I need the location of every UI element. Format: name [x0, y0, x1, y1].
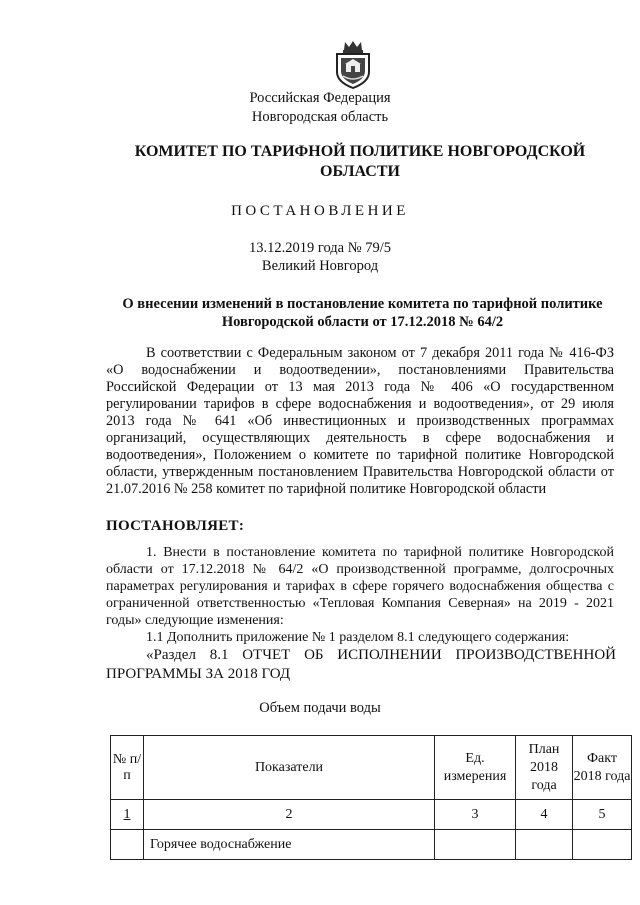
resolves-heading: ПОСТАНОВЛЯЕТ:	[106, 518, 245, 534]
index-cell: 5	[573, 800, 632, 830]
index-cell: 3	[435, 800, 516, 830]
index-cell: 1	[111, 800, 144, 830]
row-plan-cell	[516, 830, 573, 860]
water-supply-table	[110, 735, 632, 860]
country-name: Российская Федерация	[249, 90, 391, 106]
item-1-1-paragraph: 1.1 Дополнить приложение № 1 разделом 8.1 следующего содержания:	[146, 630, 570, 645]
index-cell: 4	[516, 800, 573, 830]
header-indicators: Показатели	[144, 736, 435, 800]
row-fact-cell	[573, 830, 632, 860]
header-num: № п/п	[111, 736, 144, 800]
header-plan: План 2018 года	[516, 736, 573, 800]
table-index-row	[111, 800, 632, 830]
item-1-paragraph: 1. Внести в постановление комитета по тарифной политике Новгородской области от 17.12.2018 № 64/2 «О производственной программе, долгосрочных параметрах регулирования и тарифах в сфере горячего водоснабжения общества с ограниченной ответственностью «Тепловая Компания Северная» на 2019 - 2021 годы» следующие изменения:	[106, 545, 614, 628]
decree-type: ПОСТАНОВЛЕНИЕ	[231, 203, 409, 219]
table-row	[111, 830, 632, 860]
region-name: Новгородская область	[251, 109, 389, 125]
decree-subject-line-2: Новгородской области от 17.12.2018 № 64/2	[221, 314, 504, 330]
decree-subject-line-1: О внесении изменений в постановление комитета по тарифной политике	[122, 296, 603, 312]
header-fact: Факт 2018 года	[573, 736, 632, 800]
preamble-paragraph: В соответствии с Федеральным законом от 7 декабря 2011 года № 416-ФЗ «О водоснабжении и водоотведении», постановлениями Правительства Российской Федерации от 13 мая 2013 года № 406 «О государственном регулировании тарифов в сфере водоснабжения и водоотведения», от 29 июля 2013 года № 641 «Об инвестиционных и производственных программах организаций, осуществляющих деятельность в сфере водоснабжения и водоотведения», Положением о комитете по тарифной политике Новгородской области, утвержденным постановлением Правительства Новгородской области от 21.07.2016 № 258 комитет по тарифной политике Новгородской области	[106, 345, 614, 497]
table-caption: Объем подачи воды	[259, 700, 381, 716]
table-header-row	[111, 736, 632, 800]
decree-place: Великий Новгород	[261, 258, 379, 274]
row-num-cell	[111, 830, 144, 860]
header-unit: Ед. измерения	[435, 736, 516, 800]
decree-subject	[95, 295, 630, 331]
decree-date-number: 13.12.2019 года № 79/5	[249, 240, 391, 256]
row-unit-cell	[435, 830, 516, 860]
row-indicator-cell: Горячее водоснабжение	[144, 830, 435, 860]
committee-title: КОМИТЕТ ПО ТАРИФНОЙ ПОЛИТИКЕ НОВГОРОДСКОЙ ОБЛАСТИ	[134, 143, 586, 180]
index-cell: 2	[144, 800, 435, 830]
section-heading: «Раздел 8.1 ОТЧЕТ ОБ ИСПОЛНЕНИИ ПРОИЗВОДСТВЕННОЙ ПРОГРАММЫ ЗА 2018 ГОД	[106, 647, 616, 682]
coat-of-arms-icon	[331, 38, 375, 90]
